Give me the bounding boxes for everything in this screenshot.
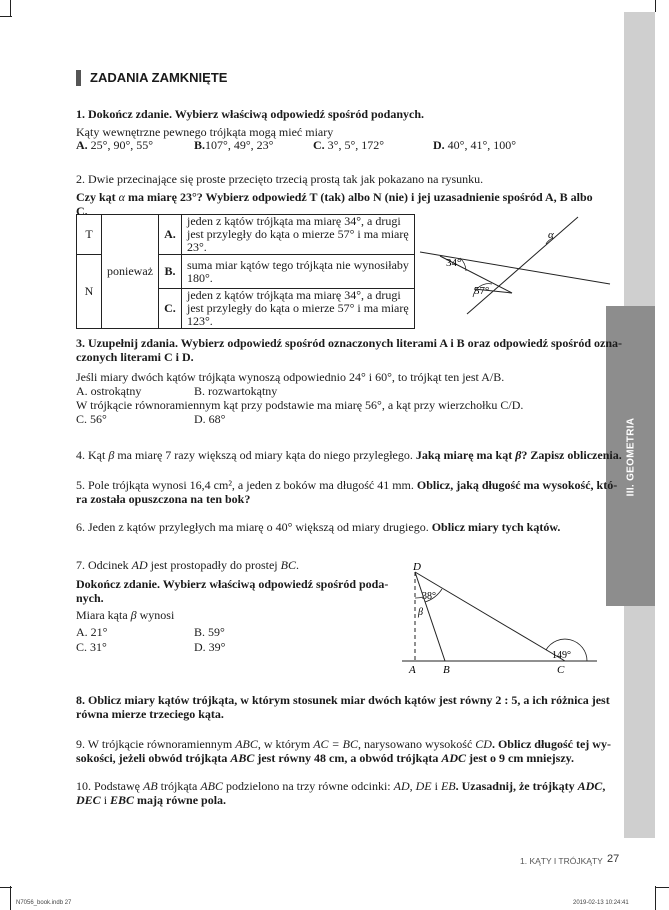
q1-option-a: A. 25°, 90°, 55° [76, 138, 154, 152]
q1-stem: Kąty wewnętrzne pewnego trójkąta mogą mieć miary [76, 125, 334, 139]
angle-149-label: 149° [552, 650, 571, 661]
q8-line-2: równa mierze trzeciego kąta. [76, 707, 224, 721]
q1-head: 1. Dokończ zdanie. Wybierz właściwą odpowiedź spośród podanych. [76, 107, 425, 121]
footer-chapter: 1. KĄTY I TRÓJKĄTY [520, 856, 603, 866]
print-slug-right: 2019-02-13 10:24:41 [573, 900, 629, 906]
angle-34-label: 34° [446, 257, 462, 269]
q5-line-2: ra została opuszczona na ten bok? [76, 492, 251, 506]
crop-mark [655, 886, 656, 910]
q7-option-c: C. 31° [76, 640, 107, 654]
page-number: 27 [607, 853, 620, 865]
reason-b-letter[interactable]: B. [158, 255, 181, 289]
q7-option-b: B. 59° [194, 625, 225, 639]
crop-mark [655, 0, 656, 12]
q3-head-2: czonych literami C i D. [76, 350, 194, 364]
chapter-tab-label: III. GEOMETRIA [625, 417, 637, 497]
q1-option-d: D. 40°, 41°, 100° [433, 138, 517, 152]
print-slug-left: N7056_book.indb 27 [16, 900, 72, 906]
q1-option-c: C. 3°, 5°, 172° [313, 138, 385, 152]
q6-text: 6. Jeden z kątów przyległych ma miarę o 40° większą od miary drugiego. Oblicz miary tych kątów. [76, 520, 561, 534]
crop-mark [0, 16, 12, 17]
reason-c-text: jeden z kątów trójkąta ma miarę 34°, a drugi jest przyległy do kąta o mierze 57° i ma miarę 123°. [181, 289, 414, 329]
crop-mark [10, 886, 11, 910]
answer-N[interactable]: N [77, 255, 102, 329]
q3-option-b: B. rozwartokątny [194, 384, 278, 398]
q2-task: Czy kąt α ma miarę 23°? Wybierz odpowiedź T (tak) albo N (nie) i jej uzasadnienie spośród A, B albo C. [76, 190, 593, 218]
angle-38-label: 38° [422, 591, 436, 602]
crop-mark [0, 887, 12, 888]
q3-sentence-2: W trójkącie równoramiennym kąt przy podstawie ma miarę 56°, a kąt przy wierzchołku C/D. [76, 398, 524, 412]
q2-figure [412, 214, 612, 319]
alpha-label: α [548, 229, 554, 241]
crop-mark [656, 887, 669, 888]
q3-option-c: C. 56° [76, 412, 107, 426]
beta-label: β [418, 607, 423, 618]
reason-b-text: suma miar kątów tego trójkąta nie wynosiłaby 180°. [181, 255, 414, 289]
vertex-b: B [443, 664, 450, 676]
q3-option-d: D. 68° [194, 412, 226, 426]
answer-T[interactable]: T [77, 215, 102, 255]
q5-line-1: 5. Pole trójkąta wynosi 16,4 cm², a jeden z boków ma długość 41 mm. Oblicz, jaką długość ma wysokość, któ- [76, 478, 618, 492]
vertex-d: D [413, 561, 421, 573]
q7-head-2: nych. [76, 591, 104, 605]
q2-head: 2. Dwie przecinające się proste przecięto trzecią prostą tak jak pokazano na rysunku. [76, 172, 484, 186]
angle-57-label: 57° [474, 285, 490, 297]
q7-figure [400, 557, 605, 677]
q10-line-1: 10. Podstawę AB trójkąta ABC podzielono na trzy równe odcinki: AD, DE i EB. Uzasadnij, że trójkąty ADC, [76, 779, 606, 793]
q7-stem: Miara kąta β wynosi [76, 608, 175, 622]
reason-a-text: jeden z kątów trójkąta ma miarę 34°, a drugi jest przyległy do kąta o mierze 57° i ma miarę 23°. [181, 215, 414, 255]
q7-option-d: D. 39° [194, 640, 226, 654]
q3-sentence-1: Jeśli miary dwóch kątów trójkąta wynoszą odpowiednio 24° i 60°, to trójkąt ten jest A/B. [76, 370, 505, 384]
q4-text: 4. Kąt β ma miarę 7 razy większą od miary kąta do niego przyległego. Jaką miarę ma kąt β? Zapisz obliczenia. [76, 448, 622, 462]
q7-option-a: A. 21° [76, 625, 108, 639]
section-title: ZADANIA ZAMKNIĘTE [90, 70, 228, 85]
q1-option-b: B.107°, 49°, 23° [194, 138, 274, 152]
q3-option-a: A. ostrokątny [76, 384, 142, 398]
vertex-c: C [557, 664, 565, 676]
q7-head-1: Dokończ zdanie. Wybierz właściwą odpowiedź spośród poda- [76, 577, 389, 591]
because-cell: ponieważ [102, 215, 159, 329]
reason-c-letter[interactable]: C. [158, 289, 181, 329]
reason-a-letter[interactable]: A. [158, 215, 181, 255]
crop-mark [10, 0, 11, 16]
section-marker [76, 70, 81, 86]
q10-line-2: DEC i EBC mają równe pola. [76, 793, 227, 807]
q9-line-1: 9. W trójkącie równoramiennym ABC, w którym AC = BC, narysowano wysokość CD. Oblicz długość tej wy- [76, 737, 611, 751]
q2-answer-table [76, 214, 415, 329]
q9-line-2: sokości, jeżeli obwód trójkąta ABC jest równy 48 cm, a obwód trójkąta ADC jest o 9 cm mniejszy. [76, 751, 574, 765]
q7-intro: 7. Odcinek AD jest prostopadły do prostej BC. [76, 558, 299, 572]
line-2 [467, 217, 578, 314]
q3-head-1: 3. Uzupełnij zdania. Wybierz odpowiedź spośród oznaczonych literami A i B oraz odpowiedź spośród ozna- [76, 336, 623, 350]
segment-dc [415, 572, 565, 661]
vertex-a: A [409, 664, 416, 676]
q8-line-1: 8. Oblicz miary kątów trójkąta, w którym stosunek miar dwóch kątów jest równy 2 : 5, a ich różnica jest [76, 693, 610, 707]
